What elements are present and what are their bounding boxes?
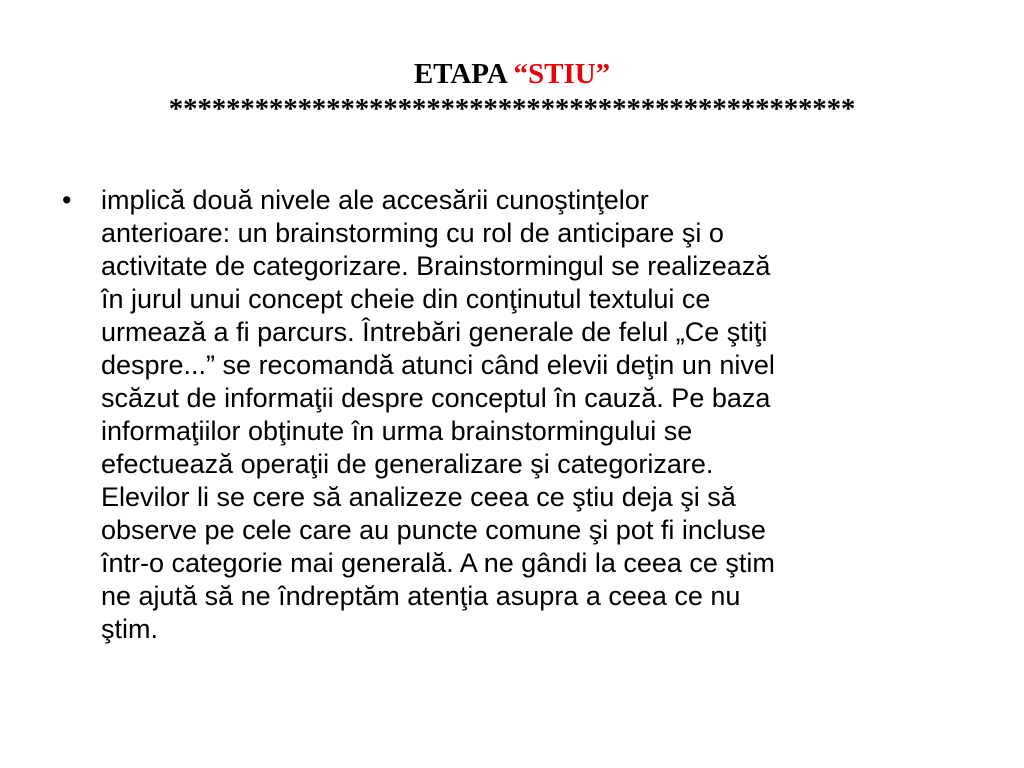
bullet-line: scăzut de informaţii despre conceptul în cauză. Pe baza xyxy=(101,383,771,413)
bullet-item xyxy=(62,184,962,646)
title-prefix: ETAPA xyxy=(413,58,514,90)
bullet-text xyxy=(101,184,962,646)
bullet-line: anterioare: un brainstorming cu rol de anticipare şi o xyxy=(101,218,724,248)
title-highlight: “STIU” xyxy=(513,58,611,90)
bullet-line: observe pe cele care au puncte comune şi pot fi incluse xyxy=(101,515,766,545)
slide-body xyxy=(62,184,962,646)
bullet-line: efectuează operaţii de generalizare şi categorizare. xyxy=(101,449,714,479)
title-separator: ************************************************ xyxy=(168,93,856,125)
bullet-line: Elevilor li se cere să analizeze ceea ce ştiu deja şi să xyxy=(101,482,736,512)
bullet-line: implică două nivele ale accesării cunoştinţelor xyxy=(101,185,649,215)
bullet-line: urmează a fi parcurs. Întrebări generale de felul „Ce ştiţi xyxy=(101,317,768,347)
bullet-line: activitate de categorizare. Brainstormingul se realizează xyxy=(101,251,771,281)
bullet-line: ştim. xyxy=(101,614,158,644)
bullet-line: într-o categorie mai generală. A ne gândi la ceea ce ştim xyxy=(101,548,775,578)
slide-title xyxy=(0,54,1024,94)
bullet-marker-icon: • xyxy=(62,185,72,215)
bullet-line: ne ajută să ne îndreptăm atenţia asupra a ceea ce nu xyxy=(101,581,741,611)
bullet-line: în jurul unui concept cheie din conţinutul textului ce xyxy=(101,284,711,314)
bullet-line: despre...” se recomandă atunci când elevii deţin un nivel xyxy=(101,350,775,380)
bullet-line: informaţiilor obţinute în urma brainstormingului se xyxy=(101,416,693,446)
